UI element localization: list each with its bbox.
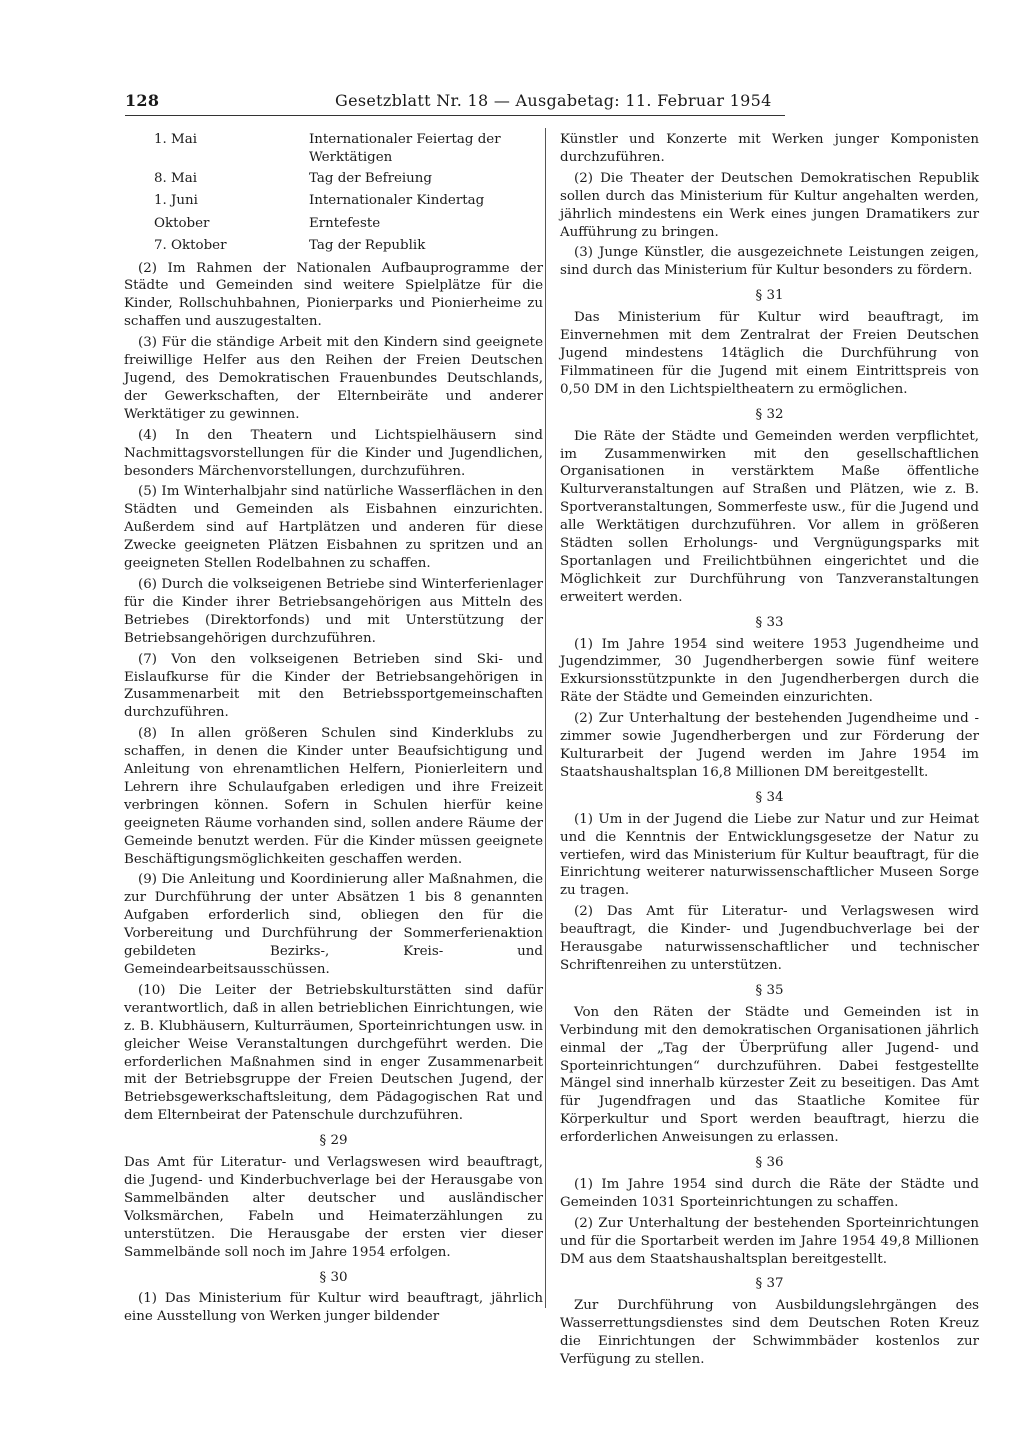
gazette-title: Gesetzblatt Nr. 18 — Ausgabetag: 11. Februar 1954 xyxy=(335,91,772,110)
paragraph-8: (8) In allen größeren Schulen sind Kinderklubs zu schaffen, in denen die Kinder unter Beaufsichtigung und Anleitung von ehrenamtlichen Helfern, Pionierleitern und Lehrern ihre Schulaufgaben erledigen und ihre Freizeit verbringen können. Sofern in Schulen hierfür keine geeigneten Räume vorhanden sind, sollen andere Räume der Gemeinde benutzt werden. Für die Kinder müssen geeignete Beschäftigungsmöglichkeiten geschaffen werden. xyxy=(124,726,543,867)
holiday-event: Internationaler Kindertag xyxy=(309,193,485,209)
paragraph-4: (4) In den Theatern und Lichtspielhäusern sind Nachmittagsvorstellungen für die Kinder und Jugendlichen, besonders Märchenvorstellungen, durchzuführen. xyxy=(124,427,543,479)
holiday-event: Erntefeste xyxy=(309,215,381,231)
paragraph-5: (5) Im Winterhalbjahr sind natürliche Wasserflächen in den Städten und Gemeinden als Eisbahnen einzurichten. Außerdem sind auf Hartplätzen und anderen für diese Zwecke geeigneten Plätzen Eisbahnen zu spritzen und an geeigneten Stellen Rodelbahnen zu schaffen. xyxy=(124,484,543,572)
section-33-paragraph-1: (1) Im Jahre 1954 sind weitere 1953 Jugendheime und Jugendzimmer, 30 Jugendherbergen sowie fünf weitere Exkursionsstützpunkte in den Jugendherbergen durch die Räte der Städte und Gemeinden einzurichten. xyxy=(560,636,979,706)
section-heading-30: § 30 xyxy=(319,1269,348,1285)
section-heading-37: § 37 xyxy=(755,1276,784,1292)
section-35-text: Von den Räten der Städte und Gemeinden ist in Verbindung mit den demokratischen Organisationen jährlich einmal der „Tag der Überprüfung aller Jugend- und Sporteinrichtungen“ durchzuführen. Dabei festgestellte Mängel sind innerhalb kürzester Zeit zu beseitigen. Das Amt für Jugendfragen und das Staatliche Komitee für Körperkultur und Sport werden beauftragt, hierzu die erforderlichen Anweisungen zu erlassen. xyxy=(560,1004,979,1146)
section-30-paragraph-2: (2) Die Theater der Deutschen Demokratischen Republik sollen durch das Ministerium für Kultur angehalten werden, jährlich mindestens ein Werk eines jungen Dramatikers zur Aufführung zu bringen. xyxy=(560,170,979,240)
section-32-text: Die Räte der Städte und Gemeinden werden verpflichtet, im Zusammenwirken mit den gesellschaftlichen Organisationen in verstärktem Maße öffentliche Kulturveranstaltungen auf Straßen und Plätzen, wie z. B. Sportveranstaltungen, Sommerfeste usw., für die Jugend und alle Werktätigen durchzuführen. Vor allem in größeren Städten sollen Erholungs- und Vergnügungsparks mit Sportanlagen und Freilichtbühnen eingerichtet und die Möglichkeit zur Durchführung von Tanzveranstaltungen erweitert werden. xyxy=(560,428,979,605)
holiday-date: 7. Oktober xyxy=(154,238,227,254)
section-30-paragraph-3: (3) Junge Künstler, die ausgezeichnete Leistungen zeigen, sind durch das Ministerium für Kultur besonders zu fördern. xyxy=(560,245,979,279)
section-37-text: Zur Durchführung von Ausbildungslehrgängen des Wasserrettungsdienstes sind dem Deutschen Roten Kreuz die Einrichtungen der Schwimmbäder kostenlos zur Verfügung zu stellen. xyxy=(560,1298,979,1368)
section-heading-36: § 36 xyxy=(755,1155,784,1171)
section-30-paragraph-1-continued: Künstler und Konzerte mit Werken junger Komponisten durchzuführen. xyxy=(560,132,979,165)
header-rule xyxy=(125,115,785,116)
holiday-event: Internationaler Feiertag der Werktätigen xyxy=(309,132,501,165)
paragraph-3: (3) Für die ständige Arbeit mit den Kindern sind geeignete freiwillige Helfer aus den Reihen der Freien Deutschen Jugend, des Demokratischen Frauenbundes Deutschlands, der Gewerkschaften, der Elternbeiräte und anderer Werktätiger zu gewinnen. xyxy=(124,335,543,422)
right-column xyxy=(560,131,979,1372)
holiday-row xyxy=(124,192,543,214)
holiday-row xyxy=(124,215,543,237)
page-header xyxy=(125,91,785,115)
section-heading-35: § 35 xyxy=(755,982,784,998)
holiday-row xyxy=(124,170,543,192)
holiday-date: Oktober xyxy=(154,215,210,231)
paragraph-9: (9) Die Anleitung und Koordinierung aller Maßnahmen, die zur Durchführung der unter Absätzen 1 bis 8 genannten Aufgaben erforderlich sind, obliegen den für die Vorbereitung und Durchführung der Sommerferienaktion gebildeten Bezirks-, Kreis- und Gemeindearbeitsausschüssen. xyxy=(124,872,543,977)
section-heading-33: § 33 xyxy=(755,614,784,630)
section-heading-29: § 29 xyxy=(319,1133,348,1149)
holiday-event: Tag der Befreiung xyxy=(309,171,433,186)
section-30-paragraph-1: (1) Das Ministerium für Kultur wird beauftragt, jährlich eine Ausstellung von Werken junger bildender xyxy=(124,1291,543,1325)
section-36-paragraph-2: (2) Zur Unterhaltung der bestehenden Sporteinrichtungen und für die Sportarbeit werden im Jahre 1954 49,8 Millionen DM aus dem Staatshaushaltsplan bereitgestellt. xyxy=(560,1215,979,1267)
section-33-paragraph-2: (2) Zur Unterhaltung der bestehenden Jugendheime und -zimmer sowie Jugendherbergen und zur Förderung der Kulturarbeit der Jugend werden im Jahre 1954 im Staatshaushaltsplan 16,8 Millionen DM bereitgestellt. xyxy=(560,711,979,780)
section-29-text: Das Amt für Literatur- und Verlagswesen wird beauftragt, die Jugend- und Kinderbuchverlage bei der Herausgabe von Sammelbänden alter deutscher und ausländischer Volksmärchen, Fabeln und Heimaterzählungen zu unterstützen. Die Herausgabe der ersten vier dieser Sammelbände soll noch im Jahre 1954 erfolgen. xyxy=(124,1155,543,1260)
section-31-text: Das Ministerium für Kultur wird beauftragt, im Einvernehmen mit dem Zentralrat der Freien Deutschen Jugend mindestens 14täglich die Durchführung von Filmmatineen für die Jugend mit einem Eintrittspreis von 0,50 DM in den Lichtspieltheatern zu ermöglichen. xyxy=(560,310,979,397)
left-column xyxy=(124,131,543,1329)
section-heading-34: § 34 xyxy=(755,789,784,805)
page-number: 128 xyxy=(125,91,160,110)
section-34-paragraph-2: (2) Das Amt für Literatur- und Verlagswesen wird beauftragt, die Kinder- und Jugendbuchverlage bei der Herausgabe naturwissenschaftlicher und technischer Schriftenreihen zu unterstützen. xyxy=(560,904,979,973)
holiday-date: 1. Juni xyxy=(154,193,198,209)
paragraph-2: (2) Im Rahmen der Nationalen Aufbauprogramme der Städte und Gemeinden sind weitere Spielplätze für die Kinder, Rollschuhbahnen, Pionierparks und Pionierheime zu schaffen und auszugestalten. xyxy=(124,260,543,330)
column-divider xyxy=(545,128,546,1308)
section-34-paragraph-1: (1) Um in der Jugend die Liebe zur Natur und zur Heimat und die Kenntnis der Entwicklungsgesetze der Natur zu vertiefen, wird das Ministerium für Kultur beauftragt, für die Einrichtung weiterer naturwissenschaftlicher Museen Sorge zu tragen. xyxy=(560,811,979,899)
paragraph-10: (10) Die Leiter der Betriebskulturstätten sind dafür verantwortlich, daß in allen betrieblichen Einrichtungen, wie z. B. Klubhäusern, Kulturräumen, Sporteinrichtungen usw. in gleicher Weise Veranstaltungen durchgeführt werden. Die erforderlichen Maßnahmen sind in enger Zusammenarbeit mit der Betriebsgruppe der Freien Deutschen Jugend, der Betriebsgewerkschaftsleitung, dem Pädagogischen Rat und dem Elternbeirat der Patenschule durchzuführen. xyxy=(124,982,543,1124)
section-36-paragraph-1: (1) Im Jahre 1954 sind durch die Räte der Städte und Gemeinden 1031 Sporteinrichtungen zu schaffen. xyxy=(560,1176,979,1210)
holiday-date: 8. Mai xyxy=(154,171,198,186)
holiday-row xyxy=(124,131,543,170)
section-heading-31: § 31 xyxy=(755,288,784,304)
paragraph-7: (7) Von den volkseigenen Betrieben sind Ski- und Eislaufkurse für die Kinder der Betriebsangehörigen in Zusammenarbeit mit den Betriebssportgemeinschaften durchzuführen. xyxy=(124,651,543,721)
holiday-list xyxy=(124,131,543,260)
holiday-date: 1. Mai xyxy=(154,132,198,147)
section-heading-32: § 32 xyxy=(755,406,784,422)
paragraph-6: (6) Durch die volkseigenen Betriebe sind Winterferienlager für die Kinder ihrer Betriebsangehörigen aus Mitteln des Betriebes (Direktorfonds) und mit Unterstützung der Betriebsangehörigen durchzuführen. xyxy=(124,576,543,646)
holiday-row xyxy=(124,237,543,259)
holiday-event: Tag der Republik xyxy=(309,238,426,254)
